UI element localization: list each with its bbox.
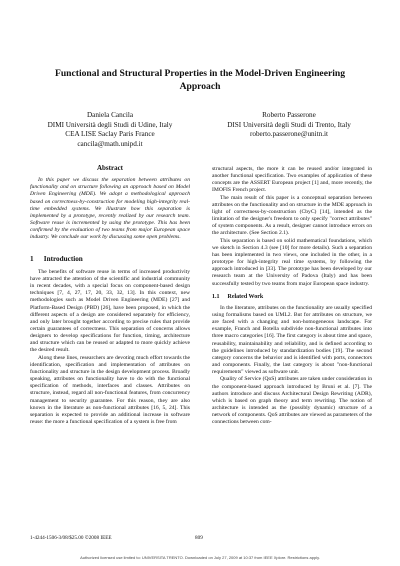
subsection-heading [212, 294, 372, 301]
section-number: 1 [30, 254, 34, 263]
footer-isbn: 1-4244-1506-3/08/$25.00 ©2008 IEEE [30, 535, 112, 541]
abstract-heading: Abstract [96, 164, 124, 172]
body-paragraph: Along these lines, researchers are devoting much effort towards the identification, specification and implementation of attributes on functionality and structure in the design development process. Broadly speaking, attributes on functionality have to do with the functional specification of methods, interfaces and classes. Attributes on structure, instead, regard all non-functional features, from concurrency management to security guarantee. For this reason, they are also known in the literature as non-functional attributes [16, 5, 24]. This separation is expected to provide an additional increase in software reuse: the more a functional specification of a system is free from [30, 354, 190, 425]
title-line-2: Approach [179, 81, 221, 92]
body-paragraph: The benefits of software reuse in terms of increased productivity have attracted the attention of the scientific and industrial community in recent decades, with a special focus on component-based design techniques [7, 4, 27, 17, 20, 33, 32, 13]. In this context, new methodologies such as Model Driven Engineering (MDE) [27] and Platform-Based Design (PBD) [26], have been proposed, in which the different aspects of a design are considered separately for efficiency, and only later brought together according to precise rules that provide certain guarantees of correctness. This separation of concerns allows designers to develop specifications for function, timing, architecture and structure which can be reused or adapted to more quickly achieve the desired result. [30, 268, 190, 354]
author-email: cancila@math.unipd.it [77, 139, 143, 148]
body-paragraph: Quality of Service (QoS) attributes are taken under consideration in the component-based approach introduced by Bruni et al. [7]. The authors introduce and discuss Architectural Design Rewriting (ADR), which is based on graph theory and term rewriting. The notion of architecture is intended as the (possibly dynamic) structure of a network of components. QoS attributes are viewed as parameters of the connections between com- [212, 376, 372, 426]
subsection-number: 1.1 [212, 293, 220, 300]
left-column [30, 165, 190, 426]
paper-title [30, 67, 370, 93]
body-paragraph: In the literature, attributes on the functionality are usually specified using formalisms based on UML2. But for attributes on structure, we are faced with a changing and non-homogeneous landscape. For example, Franch and Botella subdivide non-functional attributes into three macro categories [16]. The first category is about time and space, reusability, maintainability and reliability, and is defined according to the guidelines introduced by standardization bodies [19]. The second category concerns the behavior and is identified with ports, connectors and components. Finally, the last category is about "non-functional requirements" viewed as software unit. [212, 304, 372, 376]
page-number: 809 [195, 535, 203, 541]
body-paragraph: This separation is based on solid mathematical foundations, which we sketch in Section 4.3 (see [10] for more details). Such a separation has been implemented in two views, one included in the other, in a prototype for high-integrity real time systems, by following the approach introduced in [33]. The prototype has been developed by our research team at the University of Padova (Italy) and has been successfully tested by two teams from major European space industry. [212, 237, 372, 287]
author-affiliation: DIMI Università degli Studi di Udine, Italy [47, 120, 173, 129]
body-paragraph: The main result of this paper is a conceptual separation between attributes on the functionality and on structure in the MDE approach in light of correctness-by-construction (CbyC) [14], intended as the limitation of the designer's freedom to only specify "correct attributes" of system components. As a result, designer cannot introduce errors on the architecture. (See Section 2.1). [212, 194, 372, 237]
author-affiliation: DISI Università degli Studi di Trento, Italy [227, 120, 351, 129]
author-name: Daniela Cancila [86, 111, 134, 119]
author-email: roberto.passerone@unitn.it [249, 130, 329, 139]
author-name: Roberto Passerone [262, 111, 316, 119]
author-block-1 [28, 111, 192, 149]
author-affiliation: CEA LISE Saclay Paris France [65, 130, 155, 139]
title-line-1: Functional and Structural Properties in the Model-Driven Engineering [54, 68, 346, 79]
section-title: Introduction [43, 254, 83, 263]
right-column [212, 166, 372, 426]
body-paragraph: structural aspects, the more it can be reused and/or integrated in another functional specification. Two examples of application of these concepts are the ASSERT European project [1] and, more recently, the IMOFIS French project. [212, 166, 372, 194]
author-block-2 [206, 111, 372, 140]
abstract-text: In this paper we discuss the separation between attributes on functionality and on structure following an approach based on Model Driven Engineering (MDE). We adopt a methodological approach based on correctness-by-construction for modeling high-integrity real-time embedded systems. We illustrate how this separation is implemented by a prototype, recently realized by our research team. Software reuse is incremented by using the prototype. This has been confirmed by the evaluation of two teams from major European space industry. We conclude our work by discussing some open problems. [30, 177, 190, 241]
subsection-title: Related Work [227, 293, 264, 300]
section-heading [30, 256, 190, 263]
license-disclaimer: Authorized licensed use limited to: UNIVERSITA TRENTO. Downloaded on July 27, 2009 at 10:37 from IEEE Xplore. Restrictions apply. [80, 555, 320, 560]
